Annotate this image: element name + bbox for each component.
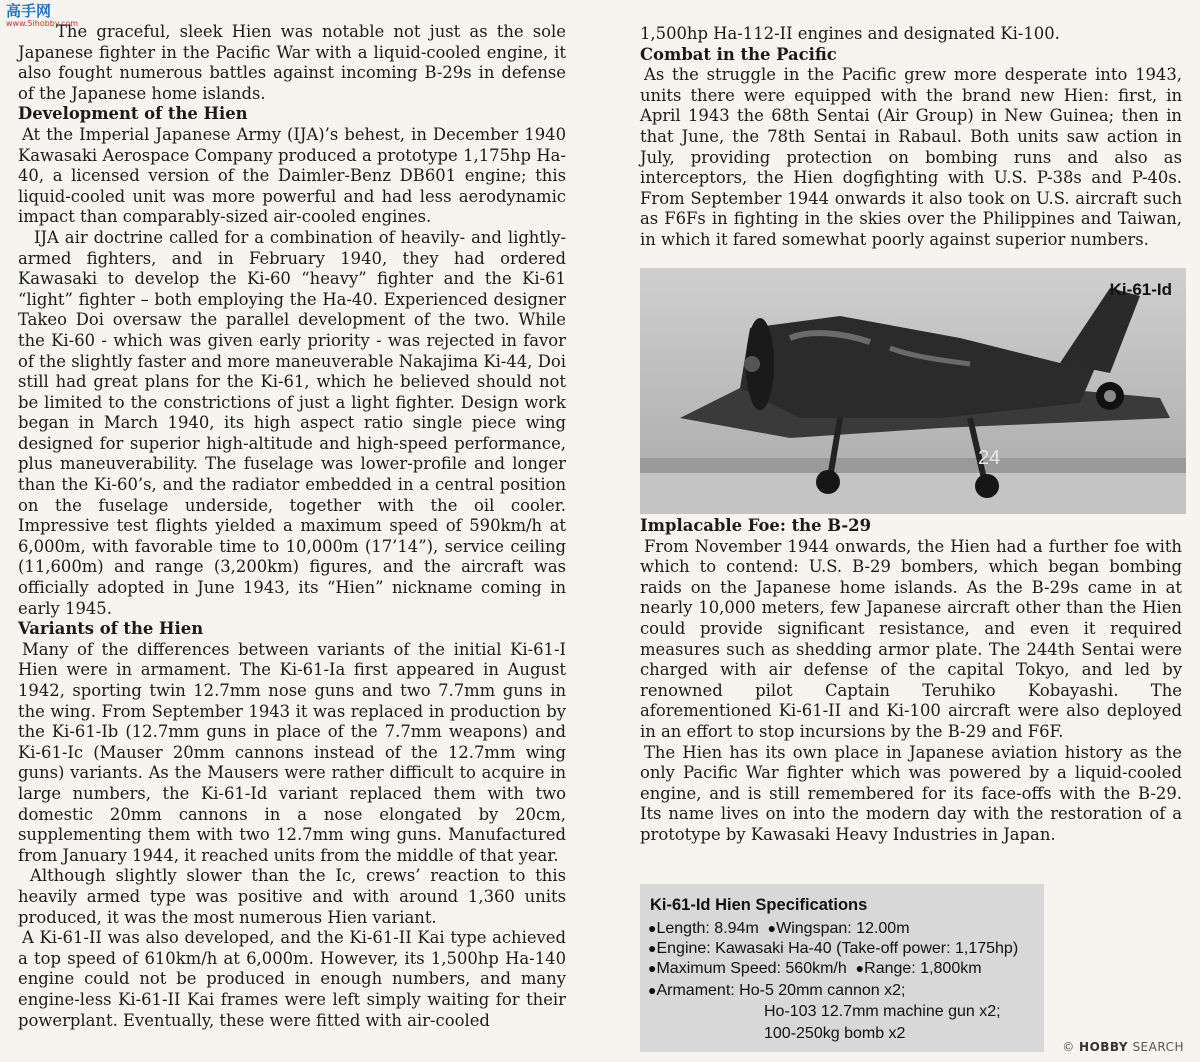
specs-armament-1: Armament: Ho-5 20mm cannon x2; [656, 982, 906, 999]
continuation-line: 1,500hp Ha-112-II engines and designated Ki-100. [640, 24, 1060, 43]
specs-armament-3: 100-250kg bomb x2 [764, 1025, 906, 1042]
bullet-icon: ● [648, 960, 657, 976]
left-column [18, 22, 566, 1031]
development-paragraph-2: IJA air doctrine called for a combination of heavily- and lightly-armed fighters, and in February 1940, they had ordered Kawasaki to develop the Ki-60 “heavy” fighter and the Ki-61 “light” fighter – both employing the Ha-40. Experienced designer Takeo Doi oversaw the parallel development of the two. While the Ki-60 - which was given early priority - was rejected in favor of the slightly faster and more maneuverable Nakajima Ki-44, Doi still had great plans for the Ki-61, which he believed should not be limited to the constrictions of just a light fighter. Design work began in March 1940, its high aspect ratio single piece wing designed for superior high-altitude and high-speed performance, plus maneuverability. The fuselage was lower-profile and longer than the Ki-60’s, and the radiator embedded in a central position on the fuselage underside, together with the oil cooler. Impressive test flights yielded a maximum speed of 590km/h at 6,000m, with favorable time to 10,000m (17’14”), service ceiling (11,600m) and range (3,200km) figures, and the aircraft was officially adopted in June 1943, its “Hien” nickname coming in early 1945. [18, 227, 566, 618]
credit-brand: HOBBY [1079, 1040, 1129, 1054]
specs-engine: Engine: Kawasaki Ha-40 (Take-off power: 1,175hp) [656, 940, 1019, 957]
tail-number: 24 [978, 447, 1001, 469]
credit-suffix: SEARCH [1132, 1040, 1184, 1054]
specs-range: Range: 1,800km [864, 960, 982, 977]
intro-paragraph: The graceful, sleek Hien was notable not just as the sole Japanese fighter in the Pacific War with a liquid-cooled engine, it also fought numerous battles against incoming B-29s in defense of the Japanese home islands. [18, 22, 566, 103]
bullet-icon: ● [648, 940, 657, 956]
specifications-box [640, 884, 1044, 1052]
bullet-icon: ● [855, 960, 865, 976]
combat-paragraph: As the struggle in the Pacific grew more desperate into 1943, units there were equipped with the brand new Hien: first, in April 1943 the 68th Sentai (Air Group) in New Guinea; then in that June, the 78th Sentai in Rabaul. Both units saw action in July, providing protection on bombing runs and also as interceptors, the Hien dogfighting with U.S. P-38s and P-40s. From September 1944 onwards it also took on U.S. aircraft such as F6Fs in fighting in the skies over the Philippines and Taiwan, in which it fared somewhat poorly against superior numbers. [640, 65, 1182, 249]
variants-paragraph-3: A Ki-61-II was also developed, and the Ki-61-II Kai type achieved a top speed of 610km/h at 6,000m. However, its 1,500hp Ha-140 engine could not be produced in enough numbers, and many engine-less Ki-61-II Kai frames were left simply waiting for their powerplant. Eventually, these were fitted with air-cooled [18, 928, 566, 1030]
bullet-icon: ● [648, 920, 657, 936]
b29-paragraph-1: From November 1944 onwards, the Hien had a further foe with which to contend: U.S. B-29 bombers, which began bombing raids on the Japanese home islands. As the B-29s came in at nearly 10,000 meters, few Japanese aircraft other than the Hien could provide significant resistance, and even it required measures such as shedding armor plate. The 244th Sentai were charged with air defense of the capital Tokyo, and led by renowned pilot Captain Teruhiko Kobayashi. The aforementioned Ki-61-II and Ki-100 aircraft were also deployed in an effort to stop incursions by the B-29 and F6F. [640, 536, 1182, 741]
specs-wingspan: Wingspan: 12.00m [776, 920, 910, 937]
ki-61-aircraft-illustration [640, 268, 1186, 514]
combat-heading: Combat in the Pacific [640, 44, 837, 64]
specs-armament-2: Ho-103 12.7mm machine gun x2; [764, 1003, 1001, 1020]
specs-speed: Maximum Speed: 560km/h [656, 960, 847, 977]
photo-label: Ki-61-Id [1109, 280, 1172, 299]
specs-title: Ki-61-Id Hien Specifications [650, 896, 868, 914]
aircraft-photo [640, 268, 1186, 514]
b29-paragraph-2: The Hien has its own place in Japanese aviation history as the only Pacific War fighter which was powered by a liquid-cooled engine, and is still remembered for its face-offs with the B-29. Its name lives on into the modern day with the restoration of a prototype by Kawasaki Heavy Industries in Japan. [640, 742, 1182, 844]
copyright-icon: © [1062, 1040, 1075, 1054]
specs-line-4 [648, 980, 905, 1001]
specs-line-1 [648, 918, 910, 939]
variants-paragraph-1: Many of the differences between variants of the initial Ki-61-I Hien were in armament. The Ki-61-Ia first appeared in August 1942, sporting twin 12.7mm nose guns and two 7.7mm guns in the wing. From September 1943 it was replaced in production by the Ki-61-Ib (12.7mm guns in place of the 7.7mm weapons) and Ki-61-Ic (Mauser 20mm cannons instead of the 12.7mm wing guns) variants. As the Mausers were rather difficult to acquire in large numbers, the Ki-61-Id variant replaced them with two domestic 20mm cannons in a nose elongated by 20cm, supplementing them with two 12.7mm wing guns. Manufactured from January 1944, it reached units from the middle of that year. [18, 639, 566, 865]
hobby-search-credit [1062, 1040, 1184, 1054]
specs-length: Length: 8.94m [656, 920, 759, 937]
variants-paragraph-2: Although slightly slower than the Ic, crews’ reaction to this heavily armed type was positive and with around 1,360 units produced, it was the most numerous Hien variant. [18, 866, 566, 927]
watermark-bottom: www.5ihobby.com [6, 19, 79, 28]
specs-line-3 [648, 958, 982, 979]
specs-line-2 [648, 938, 1018, 959]
development-heading: Development of the Hien [18, 104, 248, 124]
bullet-icon: ● [767, 920, 777, 936]
watermark-top: 高手网 [6, 2, 52, 20]
b29-heading: Implacable Foe: the B-29 [640, 516, 871, 535]
bullet-icon: ● [648, 982, 657, 998]
development-paragraph-1: At the Imperial Japanese Army (IJA)’s behest, in December 1940 Kawasaki Aerospace Company produced a prototype 1,175hp Ha-40, a licensed version of the Daimler-Benz DB601 engine; this liquid-cooled unit was more powerful and had less aerodynamic impact than comparably-sized air-cooled engines. [18, 124, 566, 227]
variants-heading: Variants of the Hien [18, 619, 204, 639]
b29-section [640, 516, 1182, 846]
right-column [640, 24, 1182, 251]
